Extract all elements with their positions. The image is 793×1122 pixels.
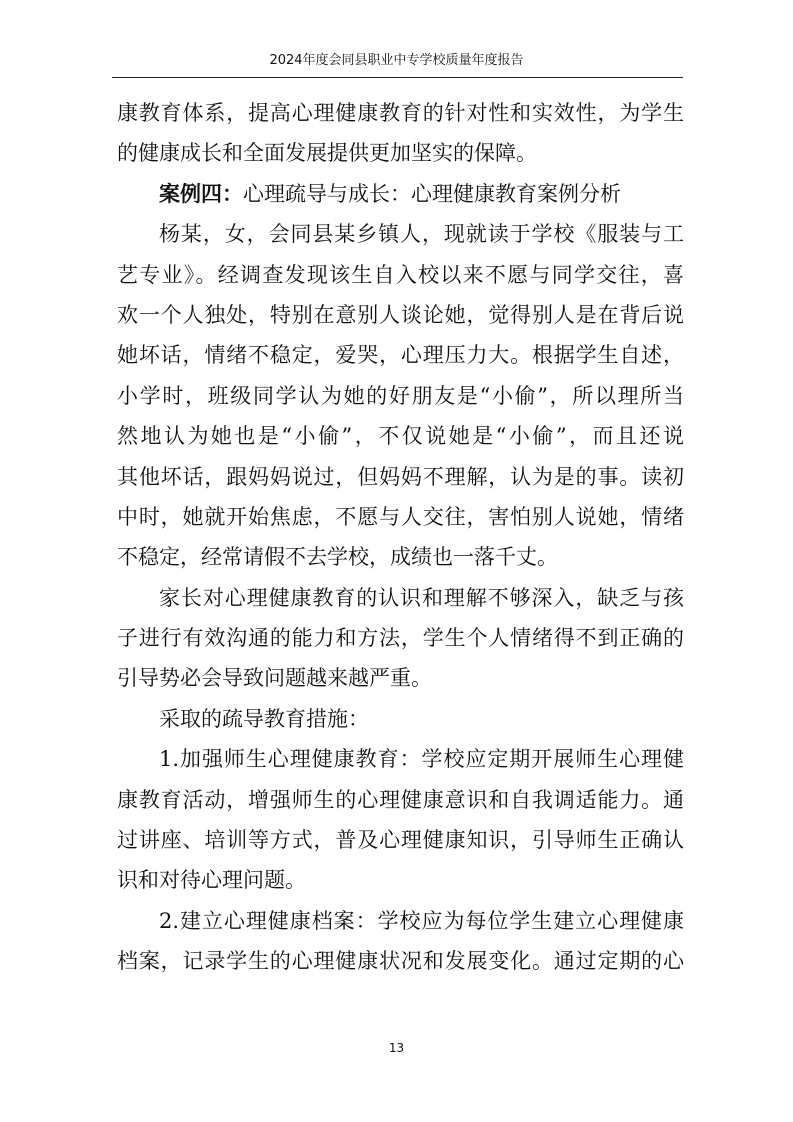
body-line: 艺专业》。经调查发现该生自入校以来不愿与同学交往，喜 <box>117 262 684 287</box>
body-line: 中时，她就开始焦虑，不愿与人交往，害怕别人说她，情绪 <box>117 504 684 529</box>
body-line: 过讲座、培训等方式，普及心理健康知识，引导师生正确认 <box>117 828 684 853</box>
case-heading-title: 心理疏导与成长：心理健康教育案例分析 <box>243 181 621 206</box>
body-line: 识和对待心理问题。 <box>117 868 306 893</box>
measures-heading: 采取的疏导教育措施： <box>159 706 369 731</box>
body-line: 子进行有效沟通的能力和方法，学生个人情绪得不到正确的 <box>117 626 684 651</box>
header-divider <box>112 77 683 78</box>
body-line: 小学时，班级同学认为她的好朋友是“小偷”，所以理所当 <box>117 383 684 408</box>
page-header-title: 2024年度会同县职业中专学校质量年度报告 <box>269 53 524 68</box>
body-line: 康教育活动，增强师生的心理健康意识和自我调适能力。通 <box>117 787 684 812</box>
body-line: 2.建立心理健康档案：学校应为每位学生建立心理健康 <box>159 908 684 933</box>
page-number: 13 <box>388 1041 405 1055</box>
body-line: 家长对心理健康教育的认识和理解不够深入，缺乏与孩 <box>159 585 684 610</box>
body-line: 她坏话，情绪不稳定，爱哭，心理压力大。根据学生自述， <box>117 343 684 368</box>
case-heading-label: 案例四： <box>159 181 243 206</box>
case-heading <box>117 174 684 214</box>
body-line: 康教育体系，提高心理健康教育的针对性和实效性，为学生 <box>117 101 684 125</box>
body-line: 的健康成长和全面发展提供更加坚实的保障。 <box>117 141 537 166</box>
body-line: 档案，记录学生的心理健康状况和发展变化。通过定期的心 <box>117 949 684 974</box>
body-line: 欢一个人独处，特别在意别人谈论她，觉得别人是在背后说 <box>117 302 684 327</box>
body-line: 然地认为她也是“小偷”，不仅说她是“小偷”，而且还说 <box>117 424 684 449</box>
body-line: 1.加强师生心理健康教育：学校应定期开展师生心理健 <box>159 747 684 772</box>
body-line: 不稳定，经常请假不去学校，成绩也一落千丈。 <box>117 545 558 570</box>
body-line: 杨某，女，会同县某乡镇人，现就读于学校《服装与工 <box>159 222 684 247</box>
body-line: 其他坏话，跟妈妈说过，但妈妈不理解，认为是的事。读初 <box>117 464 684 489</box>
document-body <box>117 93 684 982</box>
body-line: 引导势必会导致问题越来越严重。 <box>117 666 432 691</box>
